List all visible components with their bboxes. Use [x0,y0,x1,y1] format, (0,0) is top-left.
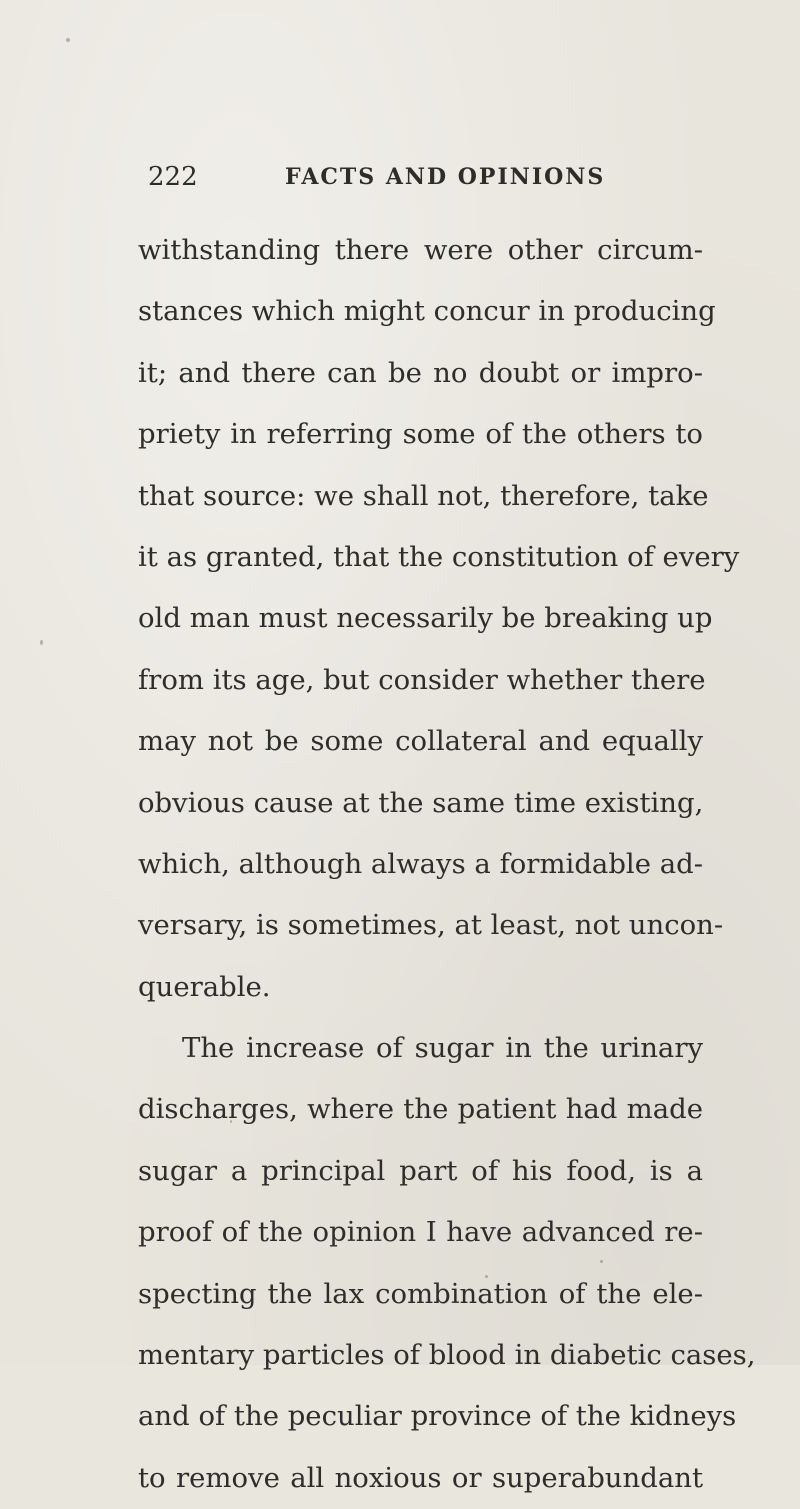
body-text [138,220,756,1509]
text-line: versary, is sometimes, at least, not uncon- [138,909,724,942]
paper-speck [420,1165,423,1169]
text-line: which, although always a formidable ad- [138,847,704,880]
text-line: that source: we shall not, therefore, take [138,479,709,512]
text-line: it; and there can be no doubt or impro- [138,356,703,389]
text-line: to remove all noxious or superabundant [138,1461,703,1494]
text-line: from its age, but consider whether there [138,663,706,696]
text-line: stances which might concur in producing [138,295,716,328]
text-line: may not be some collateral and equally [138,725,703,758]
text-line: mentary particles of blood in diabetic cases, [138,1339,756,1372]
running-title: FACTS AND OPINIONS [285,164,606,190]
paragraph-start-line: The increase of sugar in the urinary [182,1032,703,1065]
paper-speck [600,1260,603,1263]
paper-speck [40,640,43,645]
text-line: specting the lax combination of the ele- [138,1277,703,1310]
text-line: discharges, where the patient had made [138,1093,703,1126]
text-line: it as granted, that the constitution of every [138,540,740,573]
text-line: withstanding there were other circum- [138,234,703,266]
paper-speck [66,38,70,42]
page-number: 222 [148,162,198,192]
text-line: obvious cause at the same time existing, [138,786,704,819]
paper-speck [485,1275,488,1278]
paper-speck [206,1290,209,1293]
text-line: proof of the opinion I have advanced re- [138,1216,703,1249]
text-line: old man must necessarily be breaking up [138,602,713,635]
paragraph-end-line: querable. [138,970,271,1003]
text-line: sugar a principal part of his food, is a [138,1154,703,1187]
text-line: and of the peculiar province of the kidneys [138,1400,737,1433]
text-line: priety in referring some of the others to [138,418,703,451]
paper-speck [230,1120,232,1123]
